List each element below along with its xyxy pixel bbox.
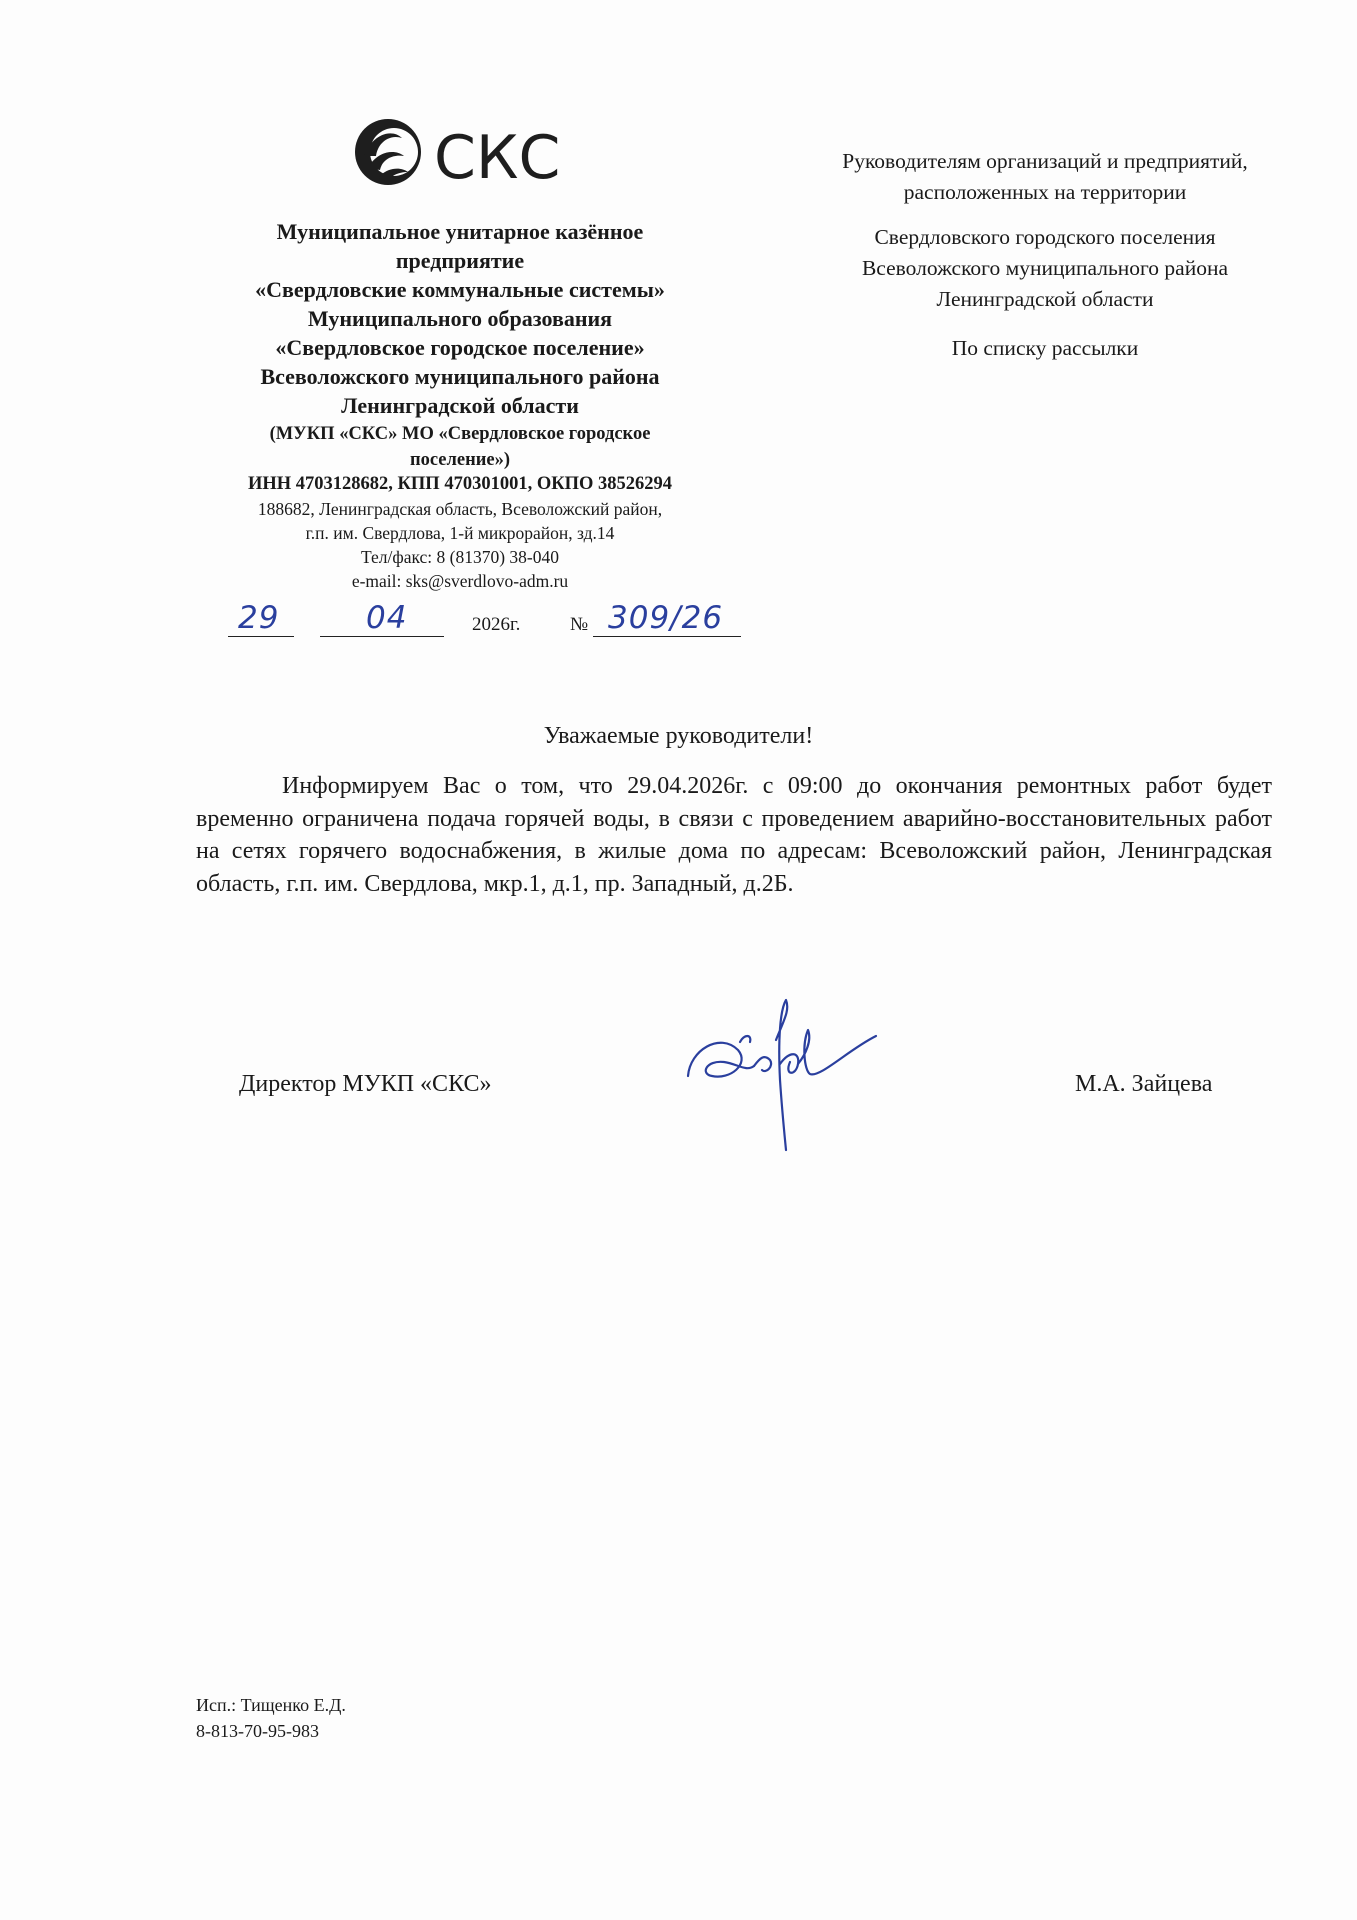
executor-phone: 8-813-70-95-983 bbox=[196, 1721, 319, 1741]
org-name-line: «Свердловское городское поселение» bbox=[275, 335, 645, 360]
org-name-line: Муниципальное унитарное казённое bbox=[276, 219, 644, 244]
number-sign: № bbox=[570, 614, 589, 635]
org-identifiers: ИНН 4703128682, КПП 470301001, ОКПО 38526294 bbox=[247, 474, 673, 494]
signatory-name: М.А. Зайцева bbox=[1075, 1071, 1213, 1097]
org-address: г.п. им. Свердлова, 1-й микрорайон, зд.14 bbox=[305, 523, 615, 543]
addressee-line: расположенных на территории bbox=[903, 180, 1187, 204]
addressee-line: Ленинградской области bbox=[936, 287, 1154, 311]
org-name-line: предприятие bbox=[395, 248, 525, 273]
handwritten-month: 04 bbox=[366, 600, 408, 636]
org-email: e-mail: sks@sverdlovo-adm.ru bbox=[351, 571, 569, 591]
org-abbreviation: поселение») bbox=[409, 450, 511, 470]
letter-body: Информируем Вас о том, что 29.04.2026г. с 09:00 до окончания ремонтных работ будет временно ограничена подача горячей воды, в связи с проведением аварийно-восстановительных работ на сетях горячего водоснабжения, в жилые дома по адресам: Всеволожский район, Ленинградская область, г.п. им. Свердлова, мкр.1, д.1, пр. Западный, д.2Б. bbox=[196, 773, 1272, 897]
distribution-note: По списку рассылки bbox=[951, 336, 1139, 360]
date-year: 2026г. bbox=[472, 614, 521, 635]
salutation: Уважаемые руководители! bbox=[543, 723, 814, 749]
executor-name: Исп.: Тищенко Е.Д. bbox=[196, 1695, 346, 1715]
document-date-number bbox=[228, 598, 748, 644]
flame-swirl-logo-icon bbox=[350, 112, 575, 192]
signatory-position: Директор МУКП «СКС» bbox=[239, 1071, 492, 1097]
addressee-line: Свердловского городского поселения bbox=[874, 225, 1216, 249]
org-name-line: Ленинградской области bbox=[341, 393, 579, 418]
org-phone: Тел/факс: 8 (81370) 38-040 bbox=[360, 547, 560, 567]
handwritten-signature bbox=[680, 980, 890, 1160]
org-name-line: Всеволожского муниципального района bbox=[260, 364, 660, 389]
handwritten-day: 29 bbox=[238, 600, 280, 636]
org-name-line: Муниципального образования bbox=[307, 306, 613, 331]
org-abbreviation: (МУКП «СКС» МО «Свердловское городское bbox=[269, 424, 651, 444]
executor-info bbox=[196, 1692, 346, 1744]
letterhead bbox=[210, 217, 710, 593]
company-logo bbox=[350, 112, 575, 192]
addressee-line: Всеволожского муниципального района bbox=[861, 256, 1229, 280]
org-name-line: «Свердловские коммунальные системы» bbox=[255, 277, 665, 302]
handwritten-number: 309/26 bbox=[608, 600, 724, 636]
addressee-block bbox=[775, 146, 1315, 364]
logo-text: СКС bbox=[434, 123, 561, 192]
addressee-line: Руководителям организаций и предприятий, bbox=[842, 149, 1248, 173]
org-address: 188682, Ленинградская область, Всеволожский район, bbox=[257, 499, 663, 519]
